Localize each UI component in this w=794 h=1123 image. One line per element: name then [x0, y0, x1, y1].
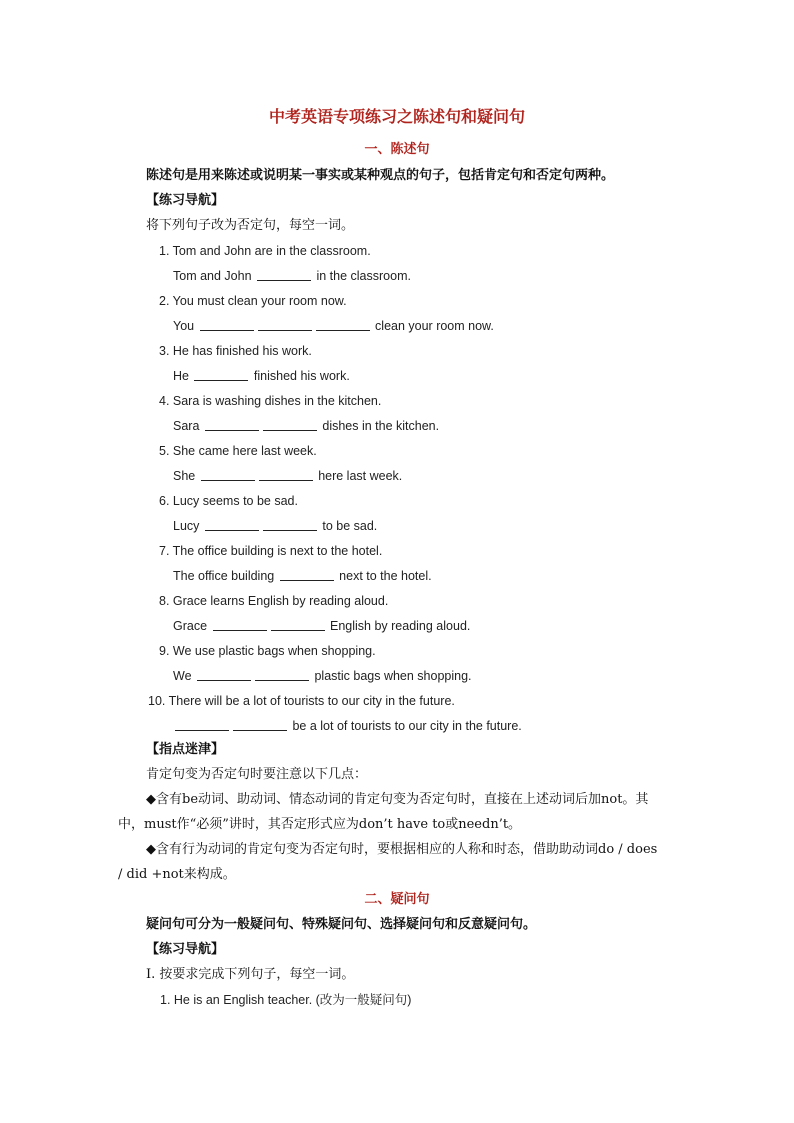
- answer-prefix: He: [173, 369, 193, 383]
- answer-prefix: We: [173, 669, 195, 683]
- answer-suffix: clean your room now.: [371, 319, 494, 333]
- answer-prefix: Lucy: [173, 519, 203, 533]
- answer-blank[interactable]: [197, 668, 251, 681]
- answer-blank[interactable]: [257, 268, 311, 281]
- answer-blank[interactable]: [258, 318, 312, 331]
- answer-blank[interactable]: [280, 568, 334, 581]
- answer-suffix: in the classroom.: [313, 269, 411, 283]
- section1-practice-label: 【练习导航】: [146, 193, 225, 208]
- section2-sub-instruction: Ⅰ. 按要求完成下列句子，每空一词。: [146, 967, 355, 982]
- answer-blank[interactable]: [205, 418, 259, 431]
- section1-heading: 一、陈述句: [364, 142, 430, 157]
- tip1-line1: ◆含有be动词、助动词、情态动词的肯定句变为否定句时，直接在上述动词后加not。其: [146, 792, 649, 807]
- answer-blank[interactable]: [259, 468, 313, 481]
- section2-heading: 二、疑问句: [364, 892, 430, 907]
- exercise-answer-line: [173, 418, 439, 434]
- answer-suffix: English by reading aloud.: [326, 619, 471, 633]
- exercise-question: 7. The office building is next to the hotel.: [159, 544, 383, 558]
- answer-suffix: next to the hotel.: [335, 569, 432, 583]
- exercise-question: 10. There will be a lot of tourists to our city in the future.: [148, 694, 455, 708]
- tip2-line1: ◆含有行为动词的肯定句变为否定句时，要根据相应的人称和时态，借助助动词do / does: [146, 842, 658, 857]
- exercise-answer-line: [173, 518, 377, 534]
- exercise-question: 4. Sara is washing dishes in the kitchen.: [159, 394, 382, 408]
- answer-suffix: be a lot of tourists to our city in the future.: [289, 719, 522, 733]
- page-title: 中考英语专项练习之陈述句和疑问句: [268, 107, 525, 126]
- exercise-answer-line: [173, 268, 411, 284]
- answer-blank[interactable]: [175, 718, 229, 731]
- answer-suffix: here last week.: [314, 469, 403, 483]
- section2-practice-label: 【练习导航】: [146, 942, 225, 957]
- exercise-question: 9. We use plastic bags when shopping.: [159, 644, 376, 658]
- answer-suffix: plastic bags when shopping.: [311, 669, 472, 683]
- exercise-answer-line: [173, 318, 494, 334]
- tips-intro: 肯定句变为否定句时要注意以下几点：: [146, 767, 368, 782]
- exercise-answer-line: [173, 718, 522, 734]
- answer-blank[interactable]: [263, 518, 317, 531]
- answer-blank[interactable]: [316, 318, 370, 331]
- answer-suffix: to be sad.: [318, 519, 378, 533]
- exercise-question: 2. You must clean your room now.: [159, 294, 347, 308]
- exercise-answer-line: [173, 568, 432, 584]
- answer-prefix: The office building: [173, 569, 278, 583]
- answer-blank[interactable]: [255, 668, 309, 681]
- answer-prefix: Sara: [173, 419, 203, 433]
- answer-blank[interactable]: [201, 468, 255, 481]
- answer-blank[interactable]: [194, 368, 248, 381]
- exercise-question: 8. Grace learns English by reading aloud.: [159, 594, 389, 608]
- exercise-question: 1. Tom and John are in the classroom.: [159, 244, 371, 258]
- section1-definition: 陈述句是用来陈述或说明某一事实或某种观点的句子，包括肯定句和否定句两种。: [146, 168, 615, 183]
- section1-instruction: 将下列句子改为否定句，每空一词。: [146, 218, 355, 233]
- answer-suffix: dishes in the kitchen.: [318, 419, 440, 433]
- exercise-question: 3. He has finished his work.: [159, 344, 312, 358]
- exercise-answer-line: [173, 468, 402, 484]
- answer-prefix: Tom and John: [173, 269, 255, 283]
- answer-blank[interactable]: [213, 618, 267, 631]
- answer-suffix: finished his work.: [250, 369, 350, 383]
- exercise-answer-line: [173, 368, 350, 384]
- answer-prefix: You: [173, 319, 198, 333]
- answer-prefix: Grace: [173, 619, 211, 633]
- section2-item1: 1. He is an English teacher. (改为一般疑问句): [160, 993, 412, 1007]
- answer-blank[interactable]: [271, 618, 325, 631]
- exercise-question: 6. Lucy seems to be sad.: [159, 494, 298, 508]
- answer-prefix: She: [173, 469, 199, 483]
- exercise-answer-line: [173, 618, 470, 634]
- answer-blank[interactable]: [233, 718, 287, 731]
- section2-definition: 疑问句可分为一般疑问句、特殊疑问句、选择疑问句和反意疑问句。: [146, 917, 537, 932]
- tips-label: 【指点迷津】: [146, 742, 225, 757]
- answer-blank[interactable]: [205, 518, 259, 531]
- answer-blank[interactable]: [200, 318, 254, 331]
- tip2-line2: / did +not来构成。: [118, 867, 236, 882]
- exercise-question: 5. She came here last week.: [159, 444, 317, 458]
- exercise-answer-line: [173, 668, 472, 684]
- tip1-line2: 中，must作“必须”讲时，其否定形式应为don’t have to或needn’t。: [118, 817, 522, 832]
- answer-blank[interactable]: [263, 418, 317, 431]
